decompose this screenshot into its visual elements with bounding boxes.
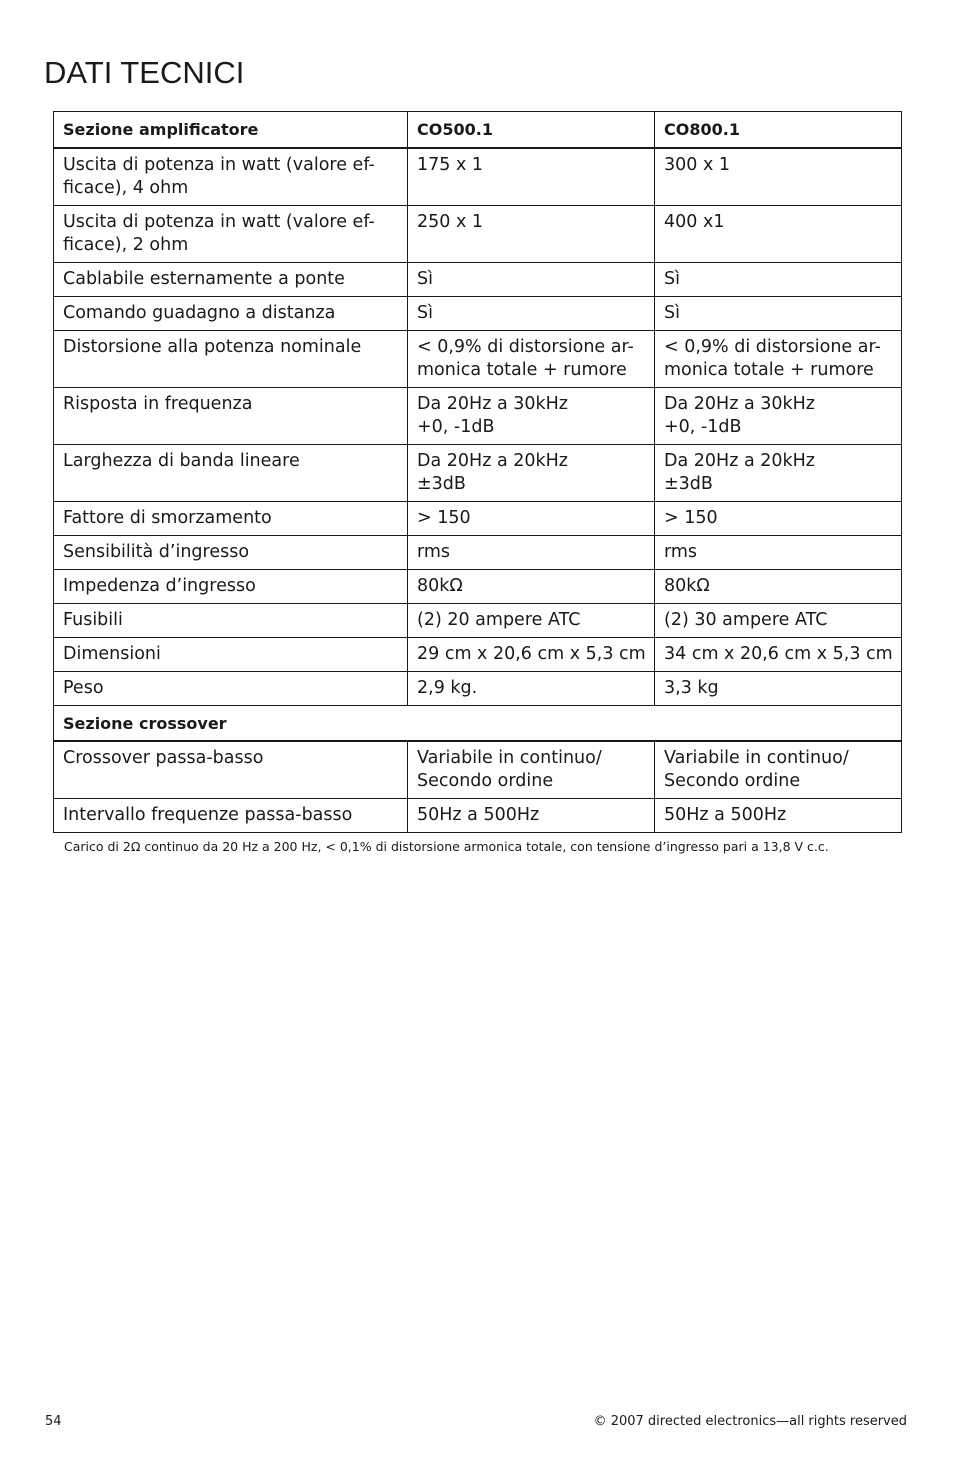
value-co800: Variabile in continuo/ Secondo ordine <box>655 741 902 799</box>
section-row-crossover <box>54 706 902 742</box>
value-co800: Sì <box>655 263 902 297</box>
value-co500: (2) 20 ampere ATC <box>408 604 655 638</box>
value-co800: (2) 30 ampere ATC <box>655 604 902 638</box>
table-row <box>54 536 902 570</box>
value-co800: 50Hz a 500Hz <box>655 799 902 833</box>
table-row <box>54 388 902 445</box>
table-row <box>54 331 902 388</box>
crossover-section-body <box>54 741 902 833</box>
value-co800: 3,3 kg <box>655 672 902 706</box>
table-row <box>54 672 902 706</box>
section-title-crossover: Sezione crossover <box>54 706 902 742</box>
page-number: 54 <box>45 1414 62 1429</box>
value-co800: Da 20Hz a 20kHz ±3dB <box>655 445 902 502</box>
value-co500: 250 x 1 <box>408 206 655 263</box>
table-row <box>54 263 902 297</box>
value-co500: rms <box>408 536 655 570</box>
table-row <box>54 741 902 799</box>
value-co500: 50Hz a 500Hz <box>408 799 655 833</box>
spec-label: Uscita di potenza in watt (valore ef- ficace), 2 ohm <box>54 206 408 263</box>
spec-label: Fusibili <box>54 604 408 638</box>
copyright: © 2007 directed electronics—all rights reserved <box>593 1414 907 1429</box>
value-co800: Da 20Hz a 30kHz +0, -1dB <box>655 388 902 445</box>
spec-label: Dimensioni <box>54 638 408 672</box>
table-row <box>54 445 902 502</box>
value-co500: 29 cm x 20,6 cm x 5,3 cm <box>408 638 655 672</box>
spec-label: Cablabile esternamente a ponte <box>54 263 408 297</box>
header-co500: CO500.1 <box>408 112 655 149</box>
amplifier-section-body <box>54 148 902 706</box>
value-co800: rms <box>655 536 902 570</box>
header-co800: CO800.1 <box>655 112 902 149</box>
spec-label: Larghezza di banda lineare <box>54 445 408 502</box>
table-row <box>54 206 902 263</box>
value-co500: Variabile in continuo/ Secondo ordine <box>408 741 655 799</box>
value-co800: Sì <box>655 297 902 331</box>
value-co500: 80kΩ <box>408 570 655 604</box>
spec-table <box>53 111 902 833</box>
spec-label: Uscita di potenza in watt (valore ef- ficace), 4 ohm <box>54 148 408 206</box>
value-co800: 34 cm x 20,6 cm x 5,3 cm <box>655 638 902 672</box>
table-row <box>54 799 902 833</box>
value-co500: Da 20Hz a 30kHz +0, -1dB <box>408 388 655 445</box>
table-row <box>54 604 902 638</box>
value-co800: 400 x1 <box>655 206 902 263</box>
value-co800: 80kΩ <box>655 570 902 604</box>
table-row <box>54 570 902 604</box>
header-section-amplifier: Sezione amplificatore <box>54 112 408 149</box>
spec-label: Sensibilità d’ingresso <box>54 536 408 570</box>
page-title: DATI TECNICI <box>44 54 245 90</box>
value-co800: < 0,9% di distorsione ar- monica totale + rumore <box>655 331 902 388</box>
footnote: Carico di 2Ω continuo da 20 Hz a 200 Hz, < 0,1% di distorsione armonica totale, con tensione d’ingresso pari a 13,8 V c.c. <box>64 839 829 854</box>
table-row <box>54 148 902 206</box>
spec-label: Distorsione alla potenza nominale <box>54 331 408 388</box>
spec-label: Comando guadagno a distanza <box>54 297 408 331</box>
value-co800: > 150 <box>655 502 902 536</box>
crossover-section-header <box>54 706 902 742</box>
value-co500: 2,9 kg. <box>408 672 655 706</box>
table-row <box>54 502 902 536</box>
value-co500: < 0,9% di distorsione ar- monica totale + rumore <box>408 331 655 388</box>
spec-label: Risposta in frequenza <box>54 388 408 445</box>
table-header-row <box>54 112 902 149</box>
value-co500: 175 x 1 <box>408 148 655 206</box>
value-co500: Da 20Hz a 20kHz ±3dB <box>408 445 655 502</box>
value-co500: > 150 <box>408 502 655 536</box>
spec-label: Intervallo frequenze passa-basso <box>54 799 408 833</box>
value-co500: Sì <box>408 263 655 297</box>
spec-label: Impedenza d’ingresso <box>54 570 408 604</box>
spec-label: Crossover passa-basso <box>54 741 408 799</box>
spec-label: Peso <box>54 672 408 706</box>
table-row <box>54 638 902 672</box>
value-co800: 300 x 1 <box>655 148 902 206</box>
table-row <box>54 297 902 331</box>
spec-label: Fattore di smorzamento <box>54 502 408 536</box>
value-co500: Sì <box>408 297 655 331</box>
